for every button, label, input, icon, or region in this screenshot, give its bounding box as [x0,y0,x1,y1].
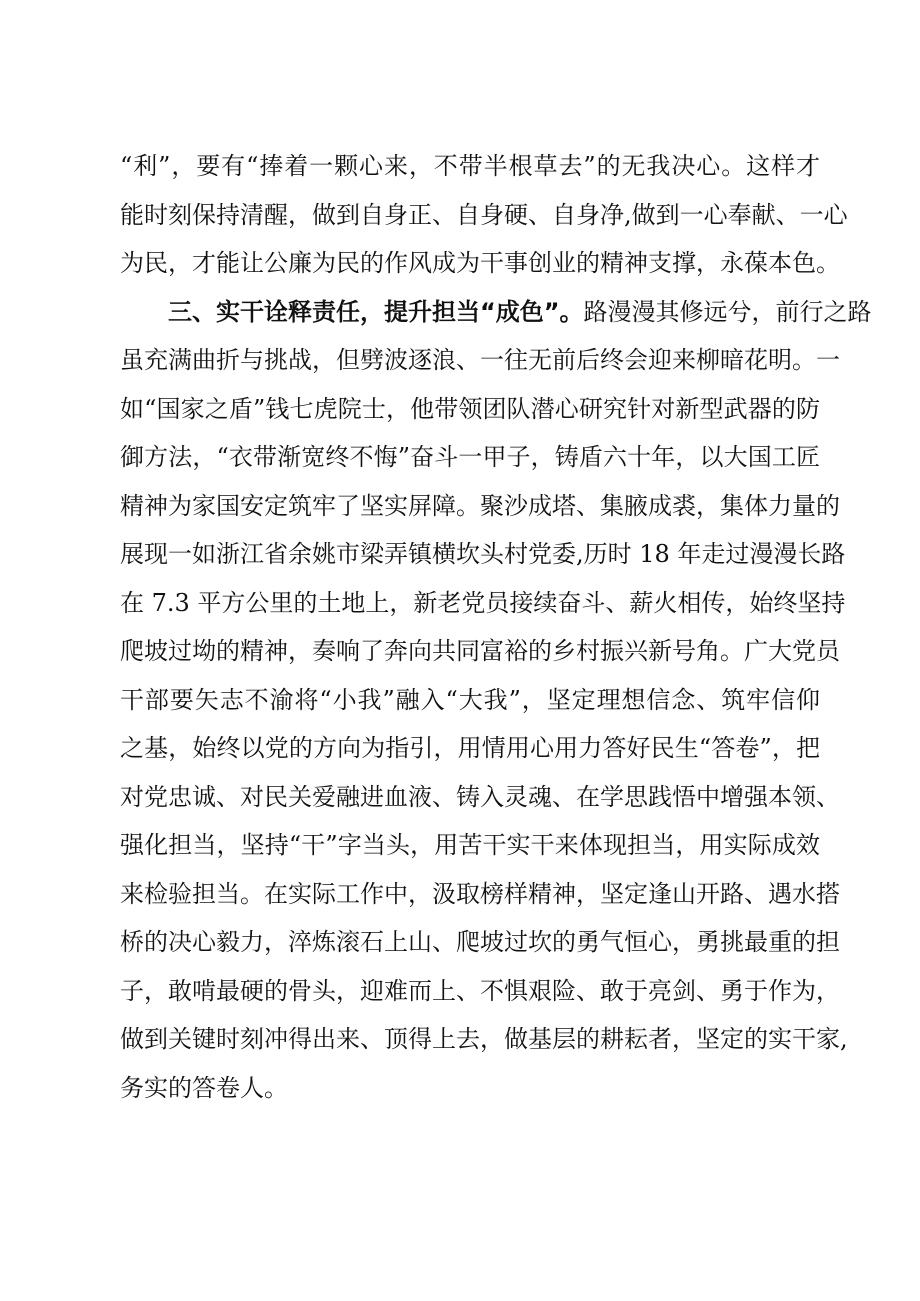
paragraph-line: 为民，才能让公廉为民的作风成为干事创业的精神支撑，永葆本色。 [120,249,840,277]
paragraph-line: 干部要矢志不渝将“小我”融入“大我”，坚定理想信念、筑牢信仰 [120,685,820,714]
paragraph-line: 做到关键时刻冲得出来、顶得上去，做基层的耕耘者，坚定的实干家, [120,1025,848,1053]
paragraph-line: 展现一如浙江省余姚市梁弄镇横坎头村党委,历时 18 年走过漫漫长路 [120,540,846,568]
paragraph-line: 御方法，“衣带渐宽终不悔”奋斗一甲子，铸盾六十年，以大国工匠 [120,443,820,471]
paragraph-continuation [120,142,848,288]
document-body [120,142,872,1112]
paragraph-line: 子，敢啃最硬的骨头，迎难而上、不惧艰险、敢于亮剑、勇于作为， [120,976,840,1005]
paragraph-line: 对党忠诚、对民关爱融进血液、铸入灵魂、在学思践悟中增强本领、 [120,782,840,811]
paragraph-line: 来检验担当。在实际工作中，汲取榜样精神，坚定逢山开路、遇水搭 [120,879,840,908]
paragraph-line: 爬坡过坳的精神，奏响了奔向共同富裕的乡村振兴新号角。广大党员 [120,637,840,665]
paragraph-line: 虽充满曲折与挑战，但劈波逐浪、一往无前后终会迎来柳暗花明。一 [120,346,840,374]
section-heading: 三、实干诠释责任，提升担当“成色”。 [168,297,584,326]
paragraph-line: 精神为家国安定筑牢了坚实屏障。聚沙成塔、集腋成裘，集体力量的 [120,491,840,520]
paragraph-line: 强化担当，坚持“干”字当头，用苦干实干来体现担当，用实际成效 [120,831,820,859]
paragraph-first-line [120,288,872,337]
paragraph-line: 如“国家之盾”钱七虎院士，他带领团队潜心研究针对新型武器的防 [120,394,820,423]
paragraph-line: “利”，要有“捧着一颗心来，不带半根草去”的无我决心。这样才 [120,152,820,180]
paragraph-line: 之基，始终以党的方向为指引，用情用心用力答好民生“答卷”，把 [120,734,820,762]
paragraph-line: 能时刻保持清醒，做到自身正、自身硬、自身净,做到一心奉献、一心 [120,200,848,229]
paragraph-line: 在 7.3 平方公里的土地上，新老党员接续奋斗、薪火相传，始终坚持 [120,588,846,617]
paragraph-line: 务实的答卷人。 [120,1073,288,1102]
paragraph-section-three [120,288,872,1113]
paragraph-line: 桥的决心毅力，淬炼滚石上山、爬坡过坎的勇气恒心，勇挑最重的担 [120,928,840,956]
heading-line-text: 路漫漫其修远兮，前行之路 [583,297,872,326]
